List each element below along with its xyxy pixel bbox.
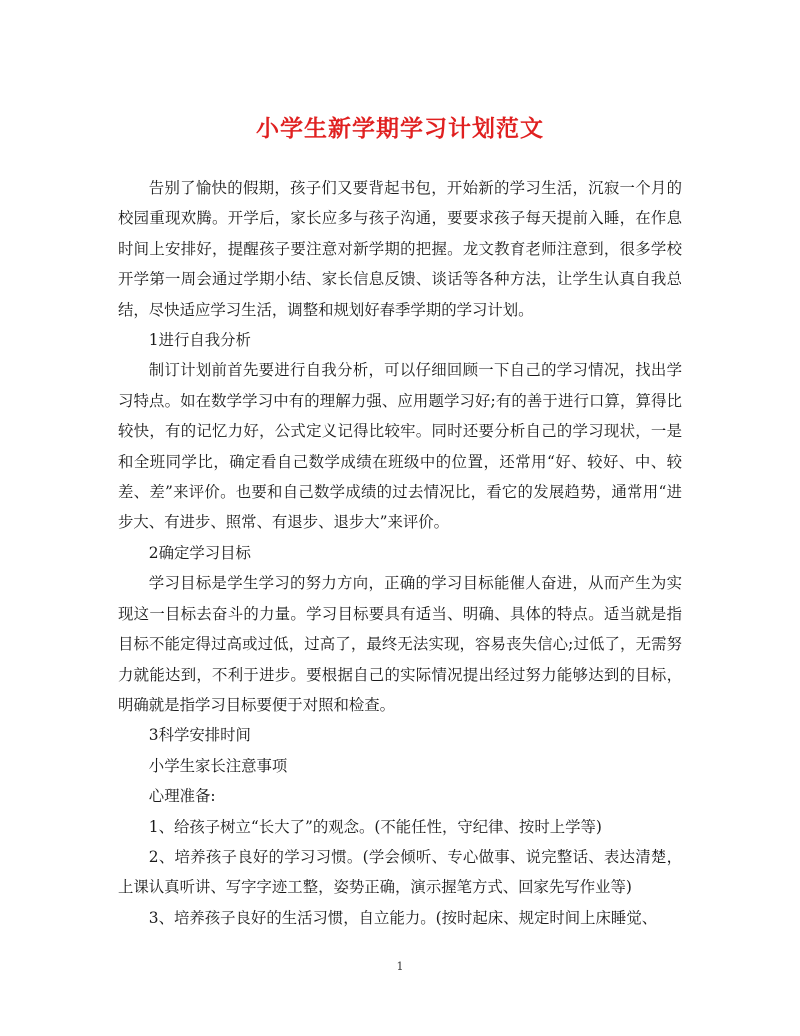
parent-notes-heading: 小学生家长注意事项 [148,756,288,775]
mental-prep-heading: 心理准备: [148,787,216,806]
list-item-1: 1、给孩子树立“长大了”的观念。(不能任性，守纪律、按时上学等) [148,817,602,836]
goals-paragraph: 学习目标是学生学习的努力方向，正确的学习目标能催人奋进，从而产生为实现这一目标去奋斗的力量。学习目标要具有适当、明确、具体的特点。适当就是指目标不能定得过高或过低，过高了，最终无法实现，容易丧失信心;过低了，无需努力就能达到，不利于进步。要根据自己的实际情况提出经过努力能够达到的目标，明确就是指学习目标要便于对照和检查。 [118,574,682,714]
page-number: 1 [396,960,404,973]
section-heading-time: 3科学安排时间 [148,726,251,745]
list-item-2: 2、培养孩子良好的学习习惯。(学会倾听、专心做事、说完整话、表达清楚，上课认真听讲、写字字迹工整，姿势正确，演示握笔方式、回家先写作业等) [118,847,682,897]
list-item-3: 3、培养孩子良好的生活习惯，自立能力。(按时起床、规定时间上床睡觉、 [148,908,658,927]
self-analysis-paragraph: 制订计划前首先要进行自我分析，可以仔细回顾一下自己的学习情况，找出学习特点。如在数学学习中有的理解力强、应用题学习好;有的善于进行口算，算得比较快，有的记忆力好，公式定义记得比较牢。同时还要分析自己的学习现状，一是和全班同学比，确定看自己数学成绩在班级中的位置，还常用“好、较好、中、较差、差”来评价。也要和自己数学成绩的过去情况比，看它的发展趋势，通常用“进步大、有进步、照常、有退步、退步大”来评价。 [118,361,682,532]
intro-paragraph: 告别了愉快的假期，孩子们又要背起书包，开始新的学习生活，沉寂一个月的校园重现欢腾。开学后，家长应多与孩子沟通，要要求孩子每天提前入睡，在作息时间上安排好，提醒孩子要注意对新学期的把握。龙文教育老师注意到，很多学校开学第一周会通过学期小结、家长信息反馈、谈话等各种方法，让学生认真自我总结，尽快适应学习生活，调整和规划好春季学期的学习计划。 [118,179,682,319]
section-heading-goals: 2确定学习目标 [148,543,251,562]
document-body [118,173,682,933]
document-title: 小学生新学期学习计划范文 [256,115,544,142]
section-heading-self-analysis: 1进行自我分析 [148,331,251,350]
